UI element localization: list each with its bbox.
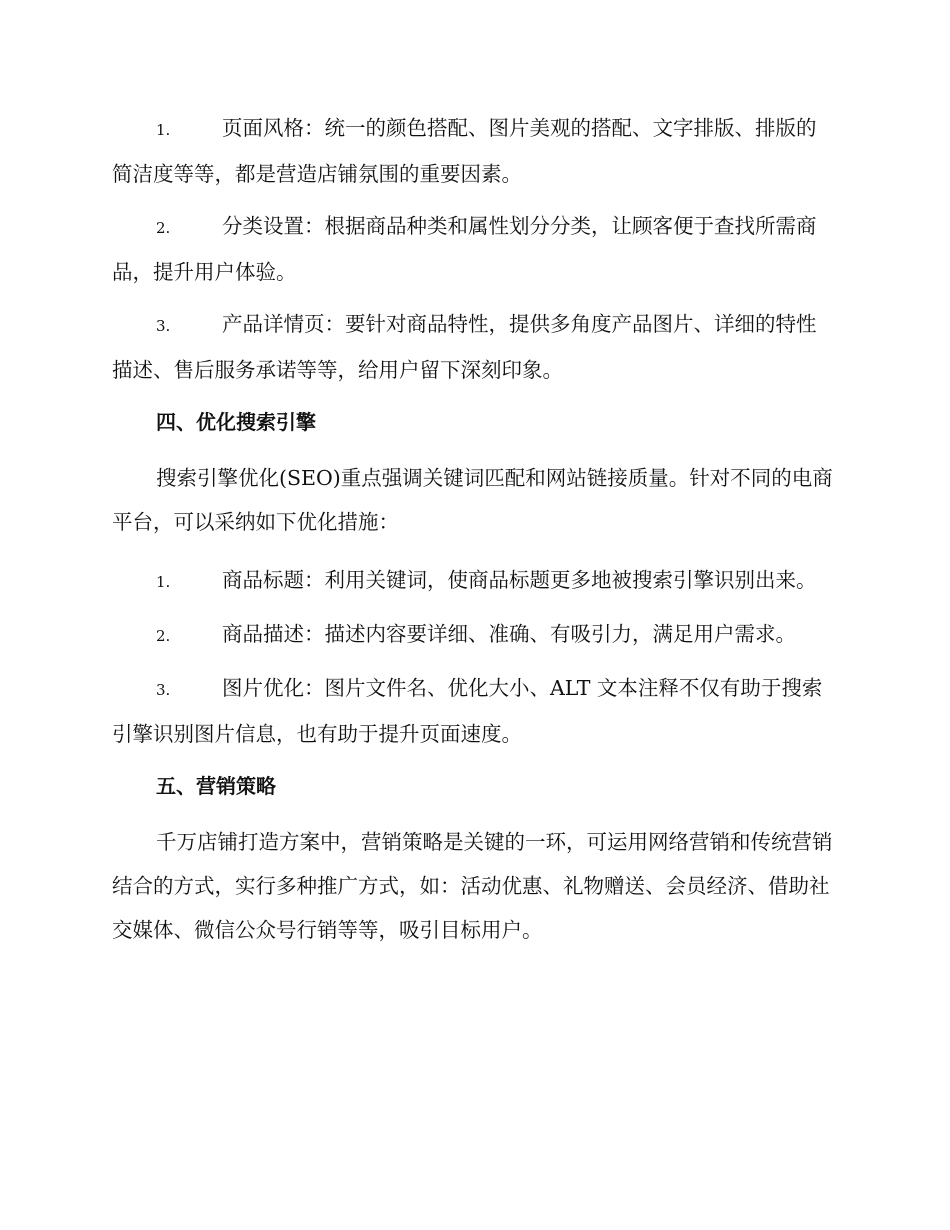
list-text: 产品详情页：要针对商品特性，提供多角度产品图片、详细的特性描述、售后服务承诺等等，给用户留下深刻印象。	[112, 312, 817, 382]
list-number: 3.	[156, 317, 171, 335]
list-number: 2.	[156, 219, 171, 237]
document-body	[112, 106, 834, 966]
list-text: 页面风格：统一的颜色搭配、图片美观的搭配、文字排版、排版的简洁度等等，都是营造店铺氛围的重要因素。	[112, 116, 817, 186]
list-text: 图片优化：图片文件名、优化大小、ALT 文本注释不仅有助于搜索引擎识别图片信息，也有助于提升页面速度。	[112, 676, 823, 746]
list-text: 商品描述：描述内容要详细、准确、有吸引力，满足用户需求。	[222, 622, 796, 646]
list-item	[112, 302, 834, 392]
list-text: 分类设置：根据商品种类和属性划分分类，让顾客便于查找所需商品，提升用户体验。	[112, 214, 817, 284]
list-item	[112, 558, 834, 604]
list-item	[112, 204, 834, 294]
section-intro-seo: 搜索引擎优化(SEO)重点强调关键词匹配和网站链接质量。针对不同的电商平台，可以采纳如下优化措施：	[112, 466, 833, 534]
list-item	[112, 666, 834, 756]
list-number: 3.	[156, 681, 171, 699]
section-body-marketing: 千万店铺打造方案中，营销策略是关键的一环，可运用网络营销和传统营销结合的方式，实行多种推广方式，如：活动优惠、礼物赠送、会员经济、借助社交媒体、微信公众号行销等等，吸引目标用户。	[112, 830, 833, 942]
list-item	[112, 612, 834, 658]
list-number: 2.	[156, 627, 171, 645]
list-number: 1.	[156, 573, 171, 591]
section-heading-seo: 四、优化搜索引擎	[156, 410, 316, 434]
section-heading-marketing: 五、营销策略	[156, 774, 276, 798]
list-item	[112, 106, 834, 196]
list-number: 1.	[156, 121, 171, 139]
list-text: 商品标题：利用关键词，使商品标题更多地被搜索引擎识别出来。	[222, 568, 817, 592]
